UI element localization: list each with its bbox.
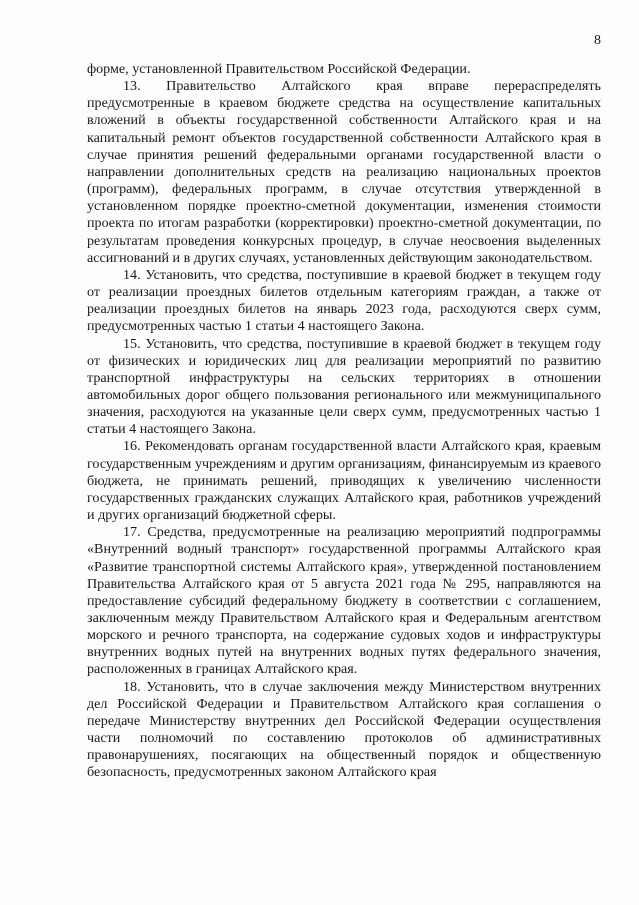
paragraph-13: 13. Правительство Алтайского края вправе перераспределять предусмотренные в краевом бюджете средства на осуществление капитальных вложений в объекты государственной собственности Алтайского края и на капитальный ремонт объектов государственной собственности Алтайского края в случае принятия решений федеральными органами государственной власти о направлении дополнительных средств на реализацию национальных проектов (программ), федеральных программ, в случае отсутствия утвержденной в установленном порядке проектно-сметной документации, изменения стоимости проекта по итогам разработки (корректировки) проектно-сметной документации, по результатам проведения конкурсных процедур, в случае неосвоения выделенных ассигнований и в других случаях, установленных действующим законодательством.: [87, 78, 601, 266]
document-body: [87, 61, 601, 782]
paragraph-15: 15. Установить, что средства, поступившие в краевой бюджет в текущем году от физических и юридических лиц для реализации мероприятий по развитию транспортной инфраструктуры на сельских территориях в отношении автомобильных дорог общего пользования регионального или межмуниципального значения, расходуются на указанные цели сверх сумм, предусмотренных частью 1 статьи 4 настоящего Закона.: [87, 335, 601, 438]
paragraph-17: 17. Средства, предусмотренные на реализацию мероприятий подпрограммы «Внутренний водный транспорт» государственной программы Алтайского края «Развитие транспортной системы Алтайского края», утвержденной постановлением Правительства Алтайского края от 5 августа 2021 года № 295, направляются на предоставление субсидий федеральному бюджету в соответствии с соглашением, заключенным между Правительством Алтайского края и Федеральным агентством морского и речного транспорта, на содержание судовых ходов и инфраструктуры внутренних водных путей на внутренних водных путях федерального значения, расположенных в границах Алтайского края.: [87, 524, 601, 678]
paragraph-14: 14. Установить, что средства, поступившие в краевой бюджет в текущем году от реализации проездных билетов отдельным категориям граждан, а также от реализации проездных билетов на январь 2023 года, расходуются сверх сумм, предусмотренных частью 1 статьи 4 настоящего Закона.: [87, 266, 601, 335]
paragraph-16: 16. Рекомендовать органам государственной власти Алтайского края, краевым государственным учреждениям и другим организациям, финансируемым из краевого бюджета, не принимать решений, приводящих к увеличению численности государственных гражданских служащих Алтайского края, работников учреждений и других организаций бюджетной сферы.: [87, 438, 601, 524]
paragraph-continuation: форме, установленной Правительством Российской Федерации.: [87, 61, 471, 77]
page-number: 8: [594, 33, 601, 48]
paragraph-18: 18. Установить, что в случае заключения между Министерством внутренних дел Российской Федерации и Правительством Алтайского края соглашения о передаче Министерству внутренних дел Российской Федерации осуществления части полномочий по составлению протоколов об административных правонарушениях, посягающих на общественный порядок и общественную безопасность, предусмотренных законом Алтайского края: [87, 678, 601, 781]
